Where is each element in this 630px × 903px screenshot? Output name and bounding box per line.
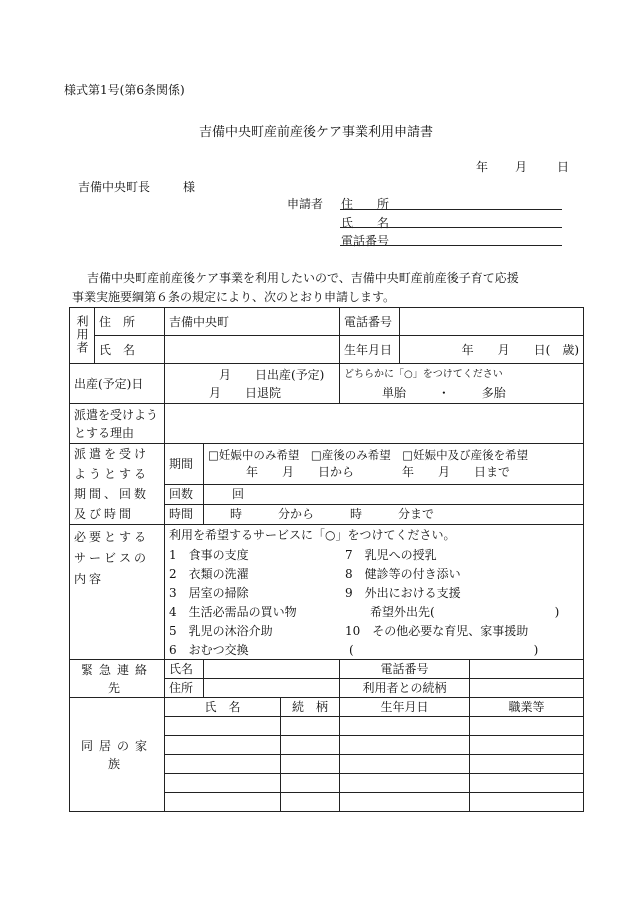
service-item[interactable]: 7 乳児への授乳 bbox=[345, 548, 437, 562]
family-label: 同居の家族 bbox=[70, 698, 165, 812]
service-item[interactable]: 1 食事の支度 bbox=[169, 548, 249, 562]
family-birth-cell[interactable] bbox=[340, 793, 470, 812]
other-service-detail[interactable]: ( ) bbox=[349, 643, 539, 657]
page-title: 吉備中央町産前産後ケア事業利用申請書 bbox=[199, 125, 434, 140]
option-separator: ・ bbox=[437, 385, 450, 400]
birth-date-label: 出産(予定)日 bbox=[70, 364, 165, 404]
emergency-phone-label: 電話番号 bbox=[340, 660, 470, 679]
period-sub-label: 期間 bbox=[165, 444, 204, 485]
service-item[interactable]: 6 おむつ交換 bbox=[169, 643, 249, 657]
family-occupation-cell[interactable] bbox=[470, 793, 584, 812]
applicant-name-line[interactable] bbox=[340, 227, 562, 228]
service-item[interactable]: 9 外出における支援 bbox=[345, 586, 461, 600]
birth-date-line: 月 日出産(予定) bbox=[219, 367, 325, 382]
user-phone-label: 電話番号 bbox=[340, 308, 400, 336]
user-address-value[interactable]: 吉備中央町 bbox=[165, 308, 340, 336]
form-number: 様式第1号(第6条関係) bbox=[64, 83, 185, 97]
family-relation-cell[interactable] bbox=[281, 755, 340, 774]
user-birth-value[interactable]: 年 月 日( 歳) bbox=[400, 336, 584, 364]
family-relation-cell[interactable] bbox=[281, 774, 340, 793]
user-phone-value[interactable] bbox=[400, 308, 584, 336]
service-item[interactable]: 2 衣類の洗濯 bbox=[169, 567, 249, 581]
family-header-occupation: 職業等 bbox=[470, 698, 584, 717]
family-name-cell[interactable] bbox=[165, 736, 281, 755]
outing-destination[interactable]: 希望外出先( ) bbox=[370, 605, 560, 619]
service-item[interactable]: 5 乳児の沐浴介助 bbox=[169, 624, 273, 638]
emergency-name-value[interactable] bbox=[204, 660, 340, 679]
family-occupation-cell[interactable] bbox=[470, 736, 584, 755]
multiple-birth-option[interactable]: 多胎 bbox=[481, 385, 506, 400]
count-label: 回数 bbox=[165, 484, 204, 504]
intro-line-2: 事業実施要綱第６条の規定により、次のとおり申請します。 bbox=[72, 290, 396, 304]
family-name-cell[interactable] bbox=[165, 774, 281, 793]
emergency-phone-value[interactable] bbox=[470, 660, 584, 679]
user-section-label: 利用者 bbox=[70, 308, 95, 364]
reason-label: 派遣を受けようとする理由 bbox=[70, 404, 165, 444]
period-label: 派遣を受けようとする期間、回数及び時間 bbox=[70, 444, 165, 525]
family-relation-cell[interactable] bbox=[281, 736, 340, 755]
family-birth-cell[interactable] bbox=[340, 736, 470, 755]
period-value[interactable] bbox=[204, 444, 584, 485]
emergency-address-label: 住所 bbox=[165, 679, 204, 698]
family-birth-cell[interactable] bbox=[340, 755, 470, 774]
applicant-label: 申請者 bbox=[287, 197, 324, 211]
family-occupation-cell[interactable] bbox=[470, 755, 584, 774]
emergency-name-label: 氏名 bbox=[165, 660, 204, 679]
emergency-label: 緊急連絡先 bbox=[70, 660, 165, 698]
emergency-relation-value[interactable] bbox=[470, 679, 584, 698]
service-item[interactable]: 8 健診等の付き添い bbox=[345, 567, 461, 581]
applicant-address-line[interactable] bbox=[340, 209, 562, 210]
discharge-date-line: 月 日退院 bbox=[209, 385, 282, 400]
user-birth-label: 生年月日 bbox=[340, 336, 400, 364]
user-name-label: 氏 名 bbox=[95, 336, 165, 364]
family-header-birth: 生年月日 bbox=[340, 698, 470, 717]
family-birth-cell[interactable] bbox=[340, 717, 470, 736]
reason-value[interactable] bbox=[165, 404, 584, 444]
count-value[interactable]: 回 bbox=[204, 484, 584, 504]
date-month: 月 bbox=[515, 160, 528, 174]
date-day: 日 bbox=[557, 160, 570, 174]
family-header-relation: 続 柄 bbox=[281, 698, 340, 717]
family-name-cell[interactable] bbox=[165, 793, 281, 812]
service-item[interactable]: 4 生活必需品の買い物 bbox=[169, 605, 297, 619]
family-name-cell[interactable] bbox=[165, 755, 281, 774]
service-item[interactable]: 3 居室の掃除 bbox=[169, 586, 249, 600]
user-name-value[interactable] bbox=[165, 336, 340, 364]
applicant-phone-line[interactable] bbox=[340, 245, 562, 246]
birth-date-cell[interactable] bbox=[165, 364, 340, 404]
applicant-phone-label: 電話番号 bbox=[341, 234, 390, 248]
period-options[interactable]: □妊娠中のみ希望 □産後のみ希望 □妊娠中及び産後を希望 bbox=[208, 447, 529, 462]
family-header-name: 氏 名 bbox=[165, 698, 281, 717]
period-range: 年 月 日から 年 月 日まで bbox=[246, 464, 511, 479]
service-item[interactable]: 10 その他必要な育児、家事援助 bbox=[345, 624, 529, 638]
addressee-name: 吉備中央町長 bbox=[78, 180, 151, 194]
user-address-label: 住 所 bbox=[95, 308, 165, 336]
family-birth-cell[interactable] bbox=[340, 774, 470, 793]
family-occupation-cell[interactable] bbox=[470, 774, 584, 793]
date-year: 年 bbox=[476, 160, 489, 174]
applicant-name-label: 氏 名 bbox=[341, 216, 390, 230]
family-name-cell[interactable] bbox=[165, 717, 281, 736]
family-occupation-cell[interactable] bbox=[470, 717, 584, 736]
intro-line-1: 吉備中央町産前産後ケア事業を利用したいので、吉備中央町産前産後子育て応援 bbox=[87, 271, 519, 285]
time-label: 時間 bbox=[165, 504, 204, 524]
addressee-honorific: 様 bbox=[183, 180, 196, 194]
services-cell bbox=[165, 525, 584, 660]
services-label: 必要とするサービスの内容 bbox=[70, 525, 165, 660]
applicant-address-label: 住 所 bbox=[341, 197, 390, 211]
time-value[interactable]: 時 分から 時 分まで bbox=[204, 504, 584, 524]
birth-type-cell bbox=[340, 364, 584, 404]
family-relation-cell[interactable] bbox=[281, 717, 340, 736]
family-relation-cell[interactable] bbox=[281, 793, 340, 812]
services-instruction: 利用を希望するサービスに「○」をつけてください。 bbox=[169, 528, 456, 542]
emergency-relation-label: 利用者との続柄 bbox=[340, 679, 470, 698]
emergency-address-value[interactable] bbox=[204, 679, 340, 698]
birth-type-instruction: どちらかに「○」をつけてください bbox=[344, 368, 503, 380]
application-table bbox=[69, 307, 584, 812]
single-birth-option[interactable]: 単胎 bbox=[382, 385, 407, 400]
